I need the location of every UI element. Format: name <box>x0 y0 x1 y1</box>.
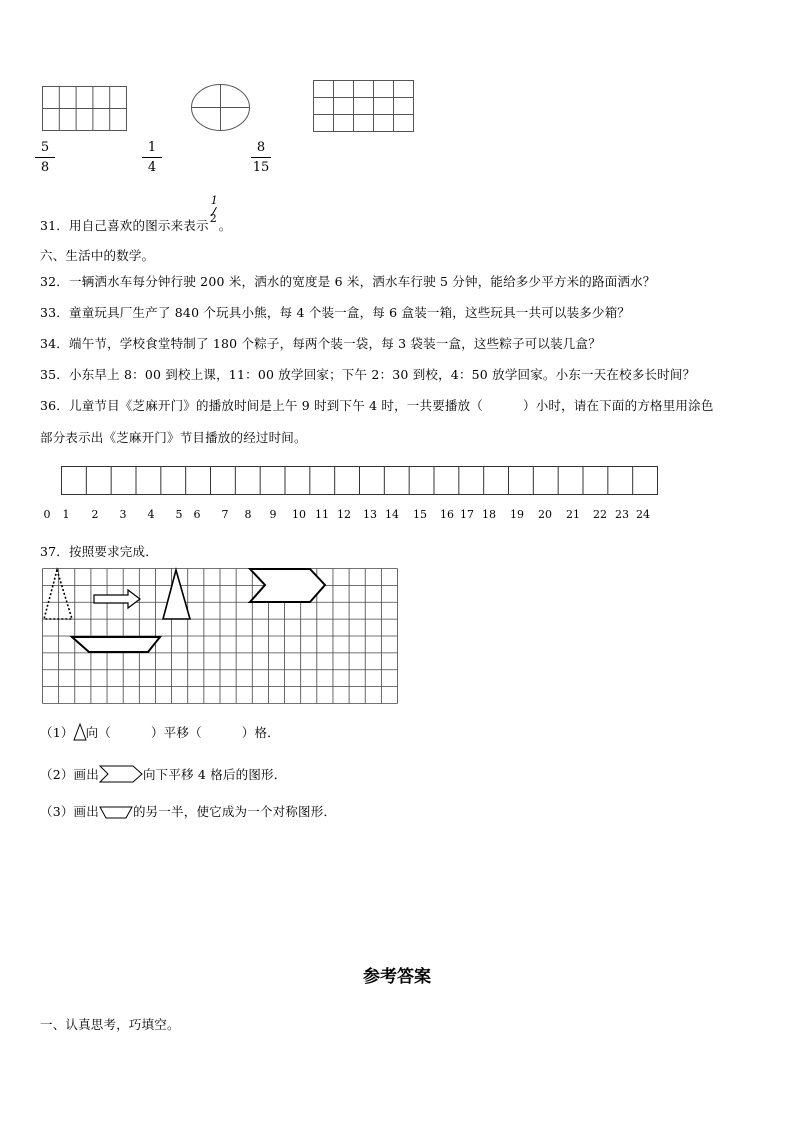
timeline-tick-label: 8 <box>244 508 252 521</box>
sub2-text: 向下平移 4 格后的图形． <box>142 767 287 782</box>
question-35: 35．小东早上 8：00 到校上课，11：00 放学回家；下午 2：30 到校，4：50 放学回家。小东一天在校多长时间？ <box>40 367 696 382</box>
timeline-grid[interactable] <box>61 466 659 496</box>
timeline-tick-label: 4 <box>147 508 155 521</box>
sub3-text: 的另一半，使它成为一个对称图形． <box>132 804 337 819</box>
question-34: 34．端午节，学校食堂特制了 180 个粽子，每两个装一袋，每 3 袋装一盒，这些粽子可以装几盒？ <box>40 336 601 351</box>
sub1-label: （1） <box>40 725 74 740</box>
timeline-tick-label: 9 <box>269 508 277 521</box>
timeline-tick-label: 7 <box>221 508 229 521</box>
fraction-denominator: 15 <box>252 160 270 175</box>
grid-rect-3x5 <box>313 80 415 133</box>
timeline-tick-label: 12 <box>337 508 351 521</box>
question-37-sub1 <box>40 723 280 741</box>
fraction-denominator: 8 <box>40 160 50 175</box>
answers-title: 参考答案 <box>363 967 431 987</box>
timeline-tick-label: 17 <box>460 508 474 521</box>
pentagon-icon <box>99 765 143 783</box>
solid-triangle <box>163 570 190 619</box>
timeline-tick-label: 18 <box>482 508 496 521</box>
answers-section-1: 一、认真思考，巧填空。 <box>40 1017 180 1032</box>
circle-quarters <box>190 83 252 133</box>
section-6-heading: 六、生活中的数学。 <box>40 248 155 263</box>
sub1-direction: 向（ <box>85 725 111 740</box>
question-31-end: 。 <box>218 218 232 233</box>
question-33: 33．童童玩具厂生产了 840 个玩具小熊，每 4 个装一盒，每 6 盒装一箱，这些玩具一共可以装多少箱？ <box>40 305 631 320</box>
grid-rect-2x5 <box>42 86 128 132</box>
fraction-numerator: 5 <box>40 140 50 155</box>
timeline-tick-label: 21 <box>566 508 580 521</box>
timeline-tick-label: 13 <box>363 508 377 521</box>
question-37-sub3 <box>40 802 336 820</box>
timeline-tick-label: 19 <box>510 508 524 521</box>
sub3-label: （3）画出 <box>40 804 99 819</box>
timeline-tick-label: 0 <box>43 508 51 521</box>
timeline-tick-label: 3 <box>119 508 127 521</box>
q36-part2: ）小时，请在下面的方格里用涂色 <box>523 398 714 413</box>
timeline-tick-label: 24 <box>636 508 650 521</box>
fraction-8-15 <box>251 140 271 175</box>
question-37-title: 37．按照要求完成． <box>40 544 158 559</box>
timeline-tick-label: 5 <box>175 508 183 521</box>
translation-grid[interactable] <box>42 568 398 704</box>
half-trapezoid <box>72 637 160 652</box>
timeline-tick-label: 16 <box>440 508 454 521</box>
trapezoid-icon <box>99 805 133 819</box>
fraction-numerator: 8 <box>256 140 266 155</box>
timeline-tick-label: 6 <box>193 508 201 521</box>
timeline-tick-label: 11 <box>315 508 329 521</box>
timeline-tick-label: 2 <box>91 508 99 521</box>
fraction-denominator: 4 <box>147 160 157 175</box>
arrow-shape <box>94 590 140 608</box>
dashed-triangle <box>44 570 72 619</box>
question-31 <box>40 194 232 234</box>
question-37-sub2 <box>40 765 286 783</box>
fraction-5-8 <box>35 140 55 175</box>
sub1-end: ）格． <box>241 725 280 740</box>
timeline-tick-label: 23 <box>615 508 629 521</box>
sub2-label: （2）画出 <box>40 767 99 782</box>
q31-frac-num: 1 <box>210 194 218 207</box>
fraction-numerator: 1 <box>147 140 157 155</box>
timeline-tick-label: 1 <box>62 508 70 521</box>
question-36-line1 <box>40 396 714 414</box>
question-32: 32．一辆洒水车每分钟行驶 200 米，洒水的宽度是 6 米，洒水车行驶 5 分钟，能给多少平方米的路面洒水？ <box>40 274 656 289</box>
timeline-tick-label: 20 <box>538 508 552 521</box>
timeline-tick-label: 10 <box>292 508 306 521</box>
q36-part1: 36．儿童节目《芝麻开门》的播放时间是上午 9 时到下午 4 时，一共要播放（ <box>40 398 484 413</box>
timeline-tick-label: 15 <box>413 508 427 521</box>
small-triangle-icon <box>74 724 86 740</box>
question-31-text: 31．用自己喜欢的图示来表示 <box>40 218 209 233</box>
fraction-1-4 <box>142 140 162 175</box>
question-36-line2: 部分表示出《芝麻开门》节目播放的经过时间。 <box>40 430 307 445</box>
timeline-tick-label: 22 <box>593 508 607 521</box>
timeline-tick-label: 14 <box>385 508 399 521</box>
sub1-move: ）平移（ <box>150 725 202 740</box>
q31-frac-den: 2 <box>209 212 217 225</box>
